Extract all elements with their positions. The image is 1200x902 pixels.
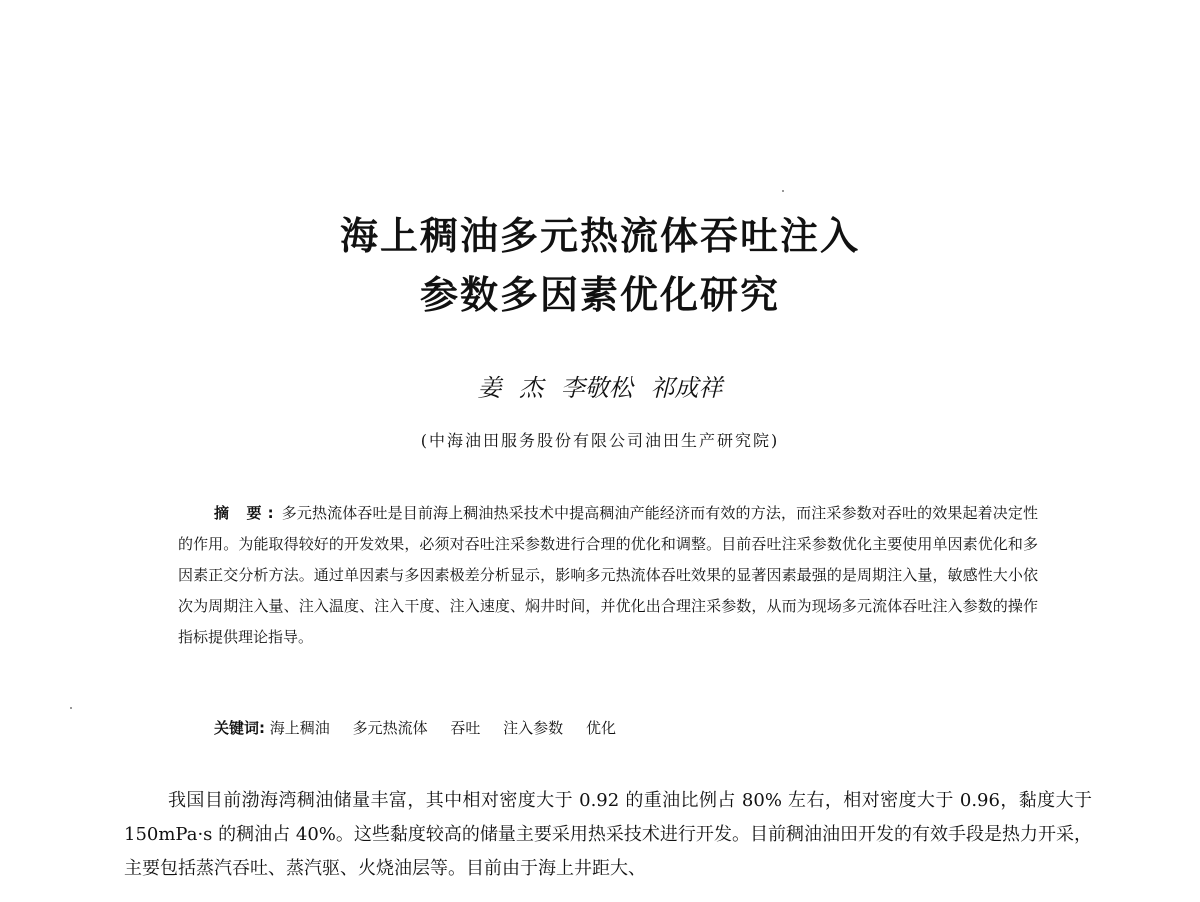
- keyword: 吞吐: [450, 719, 481, 737]
- keyword: 优化: [585, 719, 616, 737]
- keyword: 注入参数: [503, 719, 564, 737]
- paper-title-line-2: 参数多因素优化研究: [419, 273, 780, 317]
- author-list: 姜 杰 李敬松 祁成祥: [477, 374, 723, 402]
- keywords: [214, 714, 1034, 742]
- abstract: [178, 498, 1038, 653]
- scan-speck: [70, 707, 72, 709]
- keyword: 多元热流体: [352, 719, 428, 737]
- body-paragraph: 我国目前渤海湾稠油储量丰富，其中相对密度大于 0.92 的重油比例占 80% 左右，相对密度大于 0.96，黏度大于 150mPa·s 的稠油占 40%。这些黏度较高的储量主要采用热采技术进行开发。目前稠油油田开发的有效手段是热力开采，主要包括蒸汽吞吐、蒸汽驱、火烧油层等。目前由于海上井距大、: [124, 790, 1092, 879]
- abstract-text: 多元热流体吞吐是目前海上稠油热采技术中提高稠油产能经济而有效的方法，而注采参数对吞吐的效果起着决定性的作用。为能取得较好的开发效果，必须对吞吐注采参数进行合理的优化和调整。目前吞吐注采参数优化主要使用单因素优化和多因素正交分析方法。通过单因素与多因素极差分析显示，影响多元热流体吞吐效果的显著因素最强的是周期注入量，敏感性大小依次为周期注入量、注入温度、注入干度、注入速度、焖井时间，并优化出合理注采参数，从而为现场多元流体吞吐注入参数的操作指标提供理论指导。: [178, 504, 1038, 646]
- keywords-label: 关键词:: [214, 719, 265, 737]
- affiliation: (中海油田服务股份有限公司油田生产研究院): [420, 431, 780, 450]
- abstract-label: 摘 要:: [214, 504, 280, 522]
- paper-title-line-1: 海上稠油多元热流体吞吐注入: [339, 214, 860, 258]
- keyword: 海上稠油: [269, 719, 330, 737]
- scan-speck: [782, 190, 784, 192]
